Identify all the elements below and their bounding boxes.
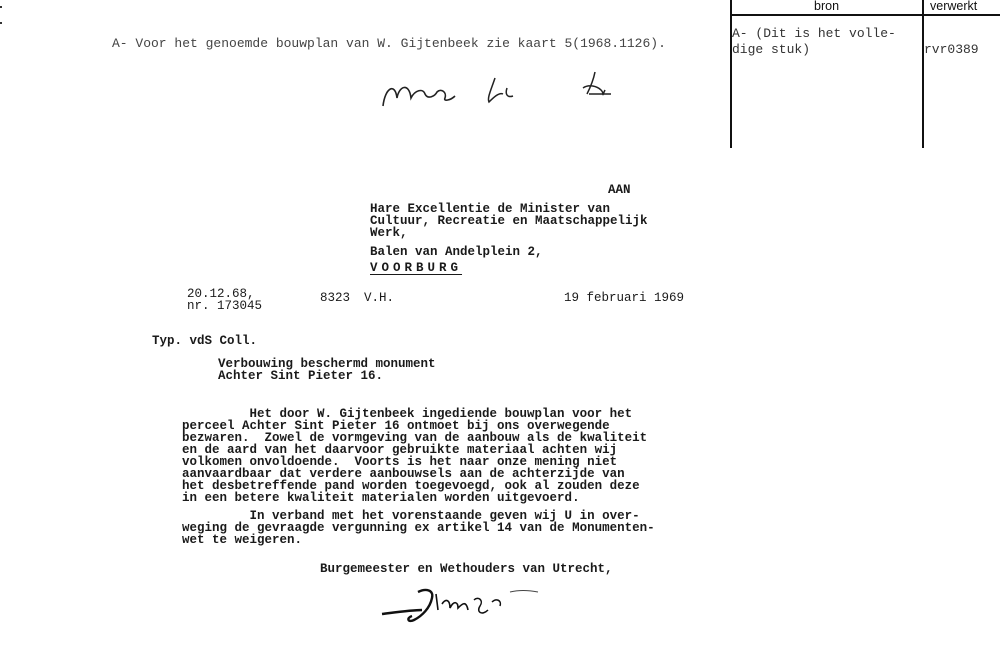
body-line: aanvaardbaar dat verdere aanbouwsels aan de achterzijde van xyxy=(182,467,625,481)
body-line: en de aard van het daarvoor gebruikte materiaal achten wij xyxy=(182,443,618,457)
reference-number: nr. 173045 xyxy=(187,299,263,313)
source-box xyxy=(730,0,1000,148)
subject-line-2: Achter Sint Pieter 16. xyxy=(218,369,384,383)
addressee-line-2: Cultuur, Recreatie en Maatschappelijk xyxy=(370,214,648,228)
body-line: wet te weigeren. xyxy=(182,533,303,547)
addressee-street: Balen van Andelplein 2, xyxy=(370,245,543,259)
body-line: volkomen onvoldoende. Voorts is het naar onze mening niet xyxy=(182,455,618,469)
closing-line: Burgemeester en Wethouders van Utrecht, xyxy=(320,562,613,576)
verwerkt-value: rvr0389 xyxy=(924,42,979,57)
margin-mark xyxy=(0,22,2,24)
addressee-line-3: Werk, xyxy=(370,226,408,240)
reference-code: 8323 xyxy=(320,291,351,305)
addressee-city: VOORBURG xyxy=(370,261,463,275)
addressee-line-1: Hare Excellentie de Minister van xyxy=(370,202,611,216)
body-line: perceel Achter Sint Pieter 16 ontmoet bij ons overwegende xyxy=(182,419,610,433)
aan-label: AAN xyxy=(608,183,631,197)
handwritten-initials xyxy=(375,68,635,113)
subject-line-1: Verbouwing beschermd monument xyxy=(218,357,436,371)
body-line: In verband met het vorenstaande geven wij U in over- xyxy=(182,509,640,523)
header-note: A- Voor het genoemde bouwplan van W. Gijtenbeek zie kaart 5(1968.1126). xyxy=(112,36,666,51)
body-line: bezwaren. Zowel de vormgeving van de aanbouw als de kwaliteit xyxy=(182,431,648,445)
body-line: het desbetreffende pand worden toegevoegd, ook al zouden deze xyxy=(182,479,640,493)
margin-mark xyxy=(0,6,2,8)
signature xyxy=(378,580,548,628)
column-header-bron: bron xyxy=(814,0,840,13)
body-line: Het door W. Gijtenbeek ingediende bouwplan voor het xyxy=(182,407,633,421)
reference-initials: V.H. xyxy=(364,291,395,305)
typist-line: Typ. vdS Coll. xyxy=(152,334,258,348)
column-header-verwerkt: verwerkt xyxy=(930,0,978,13)
body-line: in een betere kwaliteit materialen worden uitgevoerd. xyxy=(182,491,580,505)
bron-line-1: A- (Dit is het volle- xyxy=(732,26,896,41)
body-line: weging de gevraagde vergunning ex artikel 14 van de Monumenten- xyxy=(182,521,655,535)
reference-date: 20.12.68, xyxy=(187,287,255,301)
bron-line-2: dige stuk) xyxy=(732,42,811,57)
letter-date: 19 februari 1969 xyxy=(564,291,685,305)
